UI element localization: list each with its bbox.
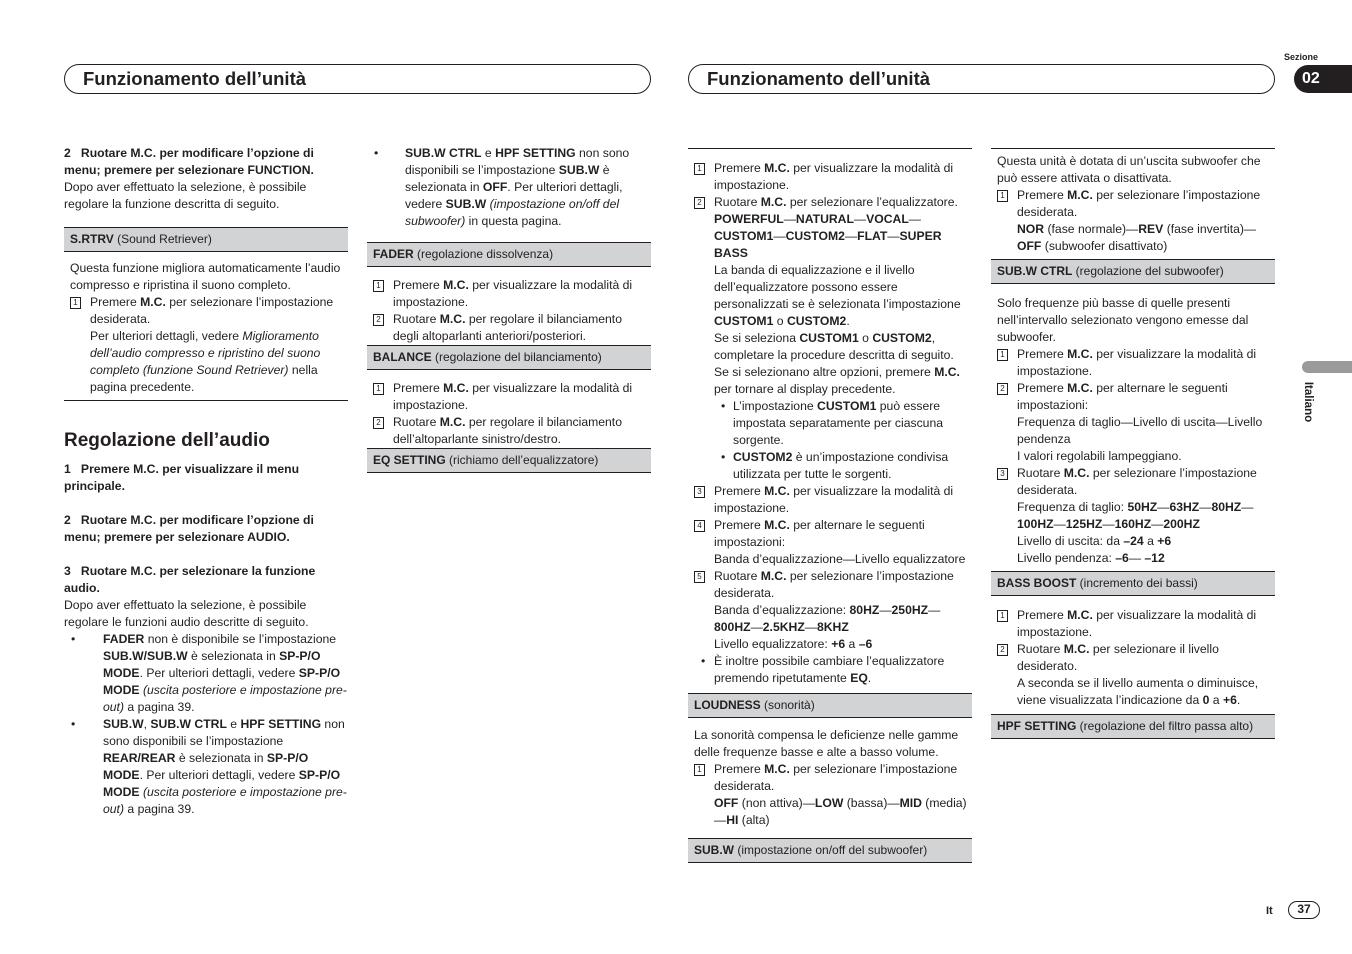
setting-bar-hpf-setting: HPF SETTING (regolazione del filtro passa alto) <box>991 714 1275 739</box>
column-4: Questa unità è dotata di un’uscita subwoofer che può essere attivata o disattivata. 1 Premere M.C. per selezionare l’impostazione desiderata. NOR (fase normale)—REV (fase invertita)—OFF (subwoofer disattivato) SUB.W CTRL (regolazione del subwoofer) Solo frequenze più basse di quelle presenti nell’intervallo selezionato vengono emesse dal subwoofer. 1 Premere M.C. per visualizzare la modalità di impostazione. 2 Premere M.C. per alternare le seguenti impostazioni: Frequenza di taglio—Livello di uscita—Livello pendenza I valori regolabili lampeggiano. 3 Ruotare M.C. per selezionare l’impostazione desiderata. Frequenza di taglio: 50HZ—63HZ—80HZ—100HZ—125HZ—160HZ—200HZ Livello di uscita: da –24 a +6 Livello pendenza: –6— –12 BASS BOOST (incremento dei bassi) 1 Premere M.C. per visualizzare la modalità di impostazione. 2 Ruotare M.C. per selezionare il livello desiderato. A seconda se il livello aumenta o diminuisce, viene visualizzata l’indicazione da 0 a +6. HPF SETTING (regolazione del filtro passa alto) <box>991 148 1275 739</box>
page-header-left <box>64 64 651 94</box>
footer-language-code: It <box>1266 905 1273 917</box>
section-number: 02 <box>1294 65 1352 93</box>
section-heading-audio: Regolazione dell’audio <box>64 430 270 451</box>
setting-bar-bass-boost: BASS BOOST (incremento dei bassi) <box>991 571 1275 596</box>
column-2: • SUB.W CTRL e HPF SETTING non sono disponibili se l’impostazione SUB.W è selezionata in OFF. Per ulteriori dettagli, vedere SUB.W (impostazione on/off del subwoofer) in questa pagina. FADER (regolazione dissolvenza) 1 Premere M.C. per visualizzare la modalità di impostazione. 2 Ruotare M.C. per regolare il bilanciamento degli altoparlanti anteriori/posteriori. BALANCE (regolazione del bilanciamento) 1 Premere M.C. per visualizzare la modalità di impostazione. 2 Ruotare M.C. per regolare il bilanciamento dell’altoparlante sinistro/destro. EQ SETTING (richiamo dell’equalizzatore) <box>367 145 651 473</box>
page-number: 37 <box>1288 901 1320 919</box>
header-title-left: Funzionamento dell’unità <box>83 68 307 89</box>
setting-bar-balance: BALANCE (regolazione del bilanciamento) <box>367 345 651 370</box>
setting-bar-fader: FADER (regolazione dissolvenza) <box>367 242 651 267</box>
page-header-right <box>688 64 1275 94</box>
setting-bar-loudness: LOUDNESS (sonorità) <box>688 693 972 718</box>
header-title-right: Funzionamento dell’unità <box>707 68 931 89</box>
column-1: 2 Ruotare M.C. per modificare l’opzione di menu; premere per selezionare FUNCTION. Dopo aver effettuato la selezione, è possibile regolare la funzione descritta di seguito. S.RTRV (Sound Retriever) Questa funzione migliora automaticamente l’audio compresso e ripristina il suono completo. 1 Premere M.C. per selezionare l’impostazione desiderata. Per ulteriori dettagli, vedere Miglioramento dell’audio compresso e ripristino del suono completo (funzione Sound Retriever) nella pagina precedente. Regolazione dell’audio 1 Premere M.C. per visualizzare il menu principale. 2 Ruotare M.C. per modificare l’opzione di menu; premere per selezionare AUDIO. 3 Ruotare M.C. per selezionare la funzione audio. Dopo aver effettuato la selezione, è possibile regolare le funzioni audio descritte di seguito. • FADER non è disponibile se l’impostazione SUB.W/SUB.W è selezionata in SP-P/O MODE. Per ulteriori dettagli, vedere SP-P/O MODE (uscita posteriore e impostazione pre-out) a pagina 39. • SUB.W, SUB.W CTRL e HPF SETTING non sono disponibili se l’impostazione REAR/REAR è selezionata in SP-P/O MODE. Per ulteriori dettagli, vedere SP-P/O MODE (uscita posteriore e impostazione pre-out) a pagina 39. <box>64 145 348 818</box>
language-label: Italiano <box>1302 381 1315 423</box>
setting-bar-subw: SUB.W (impostazione on/off del subwoofer) <box>688 838 972 863</box>
language-tab-marker <box>1302 361 1352 373</box>
setting-bar-srtrv: S.RTRV (Sound Retriever) <box>64 227 348 252</box>
setting-bar-eq-setting: EQ SETTING (richiamo dell’equalizzatore) <box>367 448 651 473</box>
setting-bar-subw-ctrl: SUB.W CTRL (regolazione del subwoofer) <box>991 259 1275 284</box>
section-label: Sezione <box>1284 52 1319 62</box>
column-3: 1 Premere M.C. per visualizzare la modalità di impostazione. 2 Ruotare M.C. per selezionare l’equalizzatore. POWERFUL—NATURAL—VOCAL—CUSTOM1—CUSTOM2—FLAT—SUPER BASS La banda di equalizzazione e il livello dell’equalizzatore possono essere personalizzati se è selezionata l’impostazione CUSTOM1 o CUSTOM2. Se si seleziona CUSTOM1 o CUSTOM2, completare la procedure descritta di seguito. Se si selezionano altre opzioni, premere M.C. per tornare al display precedente. • L’impostazione CUSTOM1 può essere impostata separatamente per ciascuna sorgente. • CUSTOM2 è un’impostazione condivisa utilizzata per tutte le sorgenti. 3 Premere M.C. per visualizzare la modalità di impostazione. 4 Premere M.C. per alternare le seguenti impostazioni: Banda d’equalizzazione—Livello equalizzatore 5 Ruotare M.C. per selezionare l’impostazione desiderata. Banda d’equalizzazione: 80HZ—250HZ—800HZ—2.5KHZ—8KHZ Livello equalizzatore: +6 a –6 • È inoltre possibile cambiare l’equalizzatore premendo ripetutamente EQ. LOUDNESS (sonorità) La sonorità compensa le deficienze nelle gamme delle frequenze basse e alte a basso volume. 1 Premere M.C. per selezionare l’impostazione desiderata. OFF (non attiva)—LOW (bassa)—MID (media)—HI (alta) SUB.W (impostazione on/off del subwoofer) <box>688 148 972 863</box>
